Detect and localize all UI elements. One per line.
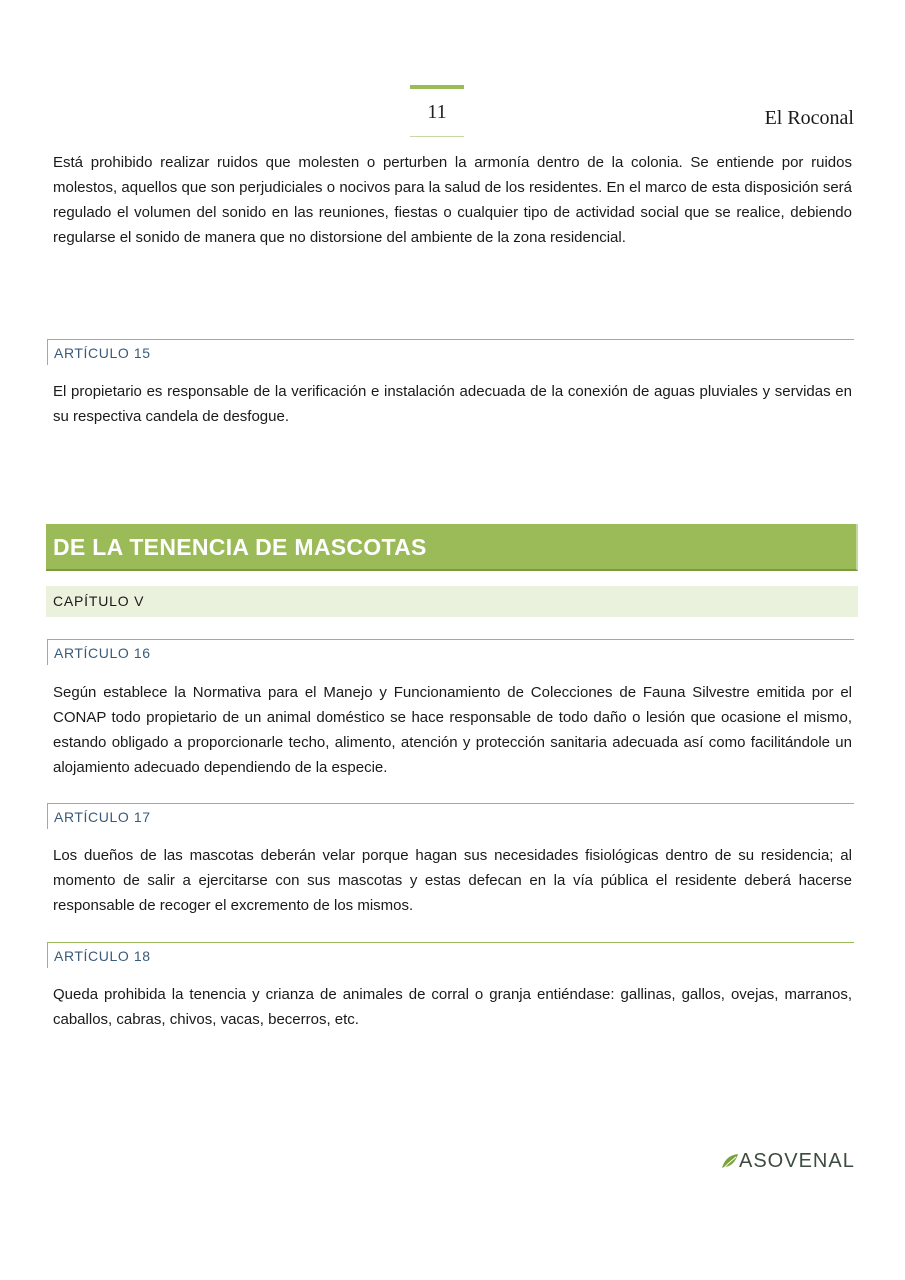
leaf-icon [721,1152,739,1172]
article-16-heading-text: ARTÍCULO 16 [54,645,151,661]
article-18-heading-text: ARTÍCULO 18 [54,948,151,964]
article-17-heading [47,803,854,829]
section-title: DE LA TENENCIA DE MASCOTAS [53,534,427,560]
page-number: 11 [427,101,447,123]
article-17-heading-text: ARTÍCULO 17 [54,809,151,825]
intro-paragraph: Está prohibido realizar ruidos que molesten o perturben la armonía dentro de la colonia. Se entiende por ruidos molestos, aquellos que son perjudiciales o nocivos para la salud de los residentes. En el marco de esta disposición será regulado el volumen del sonido en las reuniones, fiestas o cualquier tipo de actividad social que se realice, debiendo regularse el sonido de manera que no distorsione del ambiente de la zona residencial. [53,154,852,246]
logo-text: ASOVENAL [739,1150,855,1172]
chapter-band [46,586,858,617]
page-number-underline [410,136,464,137]
article-16-text: Según establece la Normativa para el Manejo y Funcionamiento de Colecciones de Fauna Silvestre emitida por el CONAP todo propietario de un animal doméstico se hace responsable de todo daño o lesión que ocasione el mismo, estando obligado a proporcionarle techo, alimento, atención y protección sanitaria adecuada así como facilitándole un alojamiento adecuado dependiendo de la especie. [53,684,852,776]
article-16-heading [47,639,854,665]
document-title: El Roconal [764,107,854,129]
article-17-text: Los dueños de las mascotas deberán velar porque hagan sus necesidades fisiológicas dentro de su residencia; al momento de salir a ejercitarse con sus mascotas y estas defecan en la vía pública el residente deberá hacerse responsable de recoger el excremento de los mismos. [53,847,852,914]
asovenal-logo [721,1149,856,1175]
article-15-heading [47,339,854,365]
article-15-heading-text: ARTÍCULO 15 [54,345,151,361]
chapter-title: CAPÍTULO V [53,593,145,609]
article-15-text: El propietario es responsable de la verificación e instalación adecuada de la conexión de aguas pluviales y servidas en su respectiva candela de desfogue. [53,383,852,425]
article-18-heading [47,942,854,968]
section-title-band [46,524,858,571]
article-18-text: Queda prohibida la tenencia y crianza de animales de corral o granja entiéndase: gallinas, gallos, ovejas, marranos, caballos, cabras, chivos, vacas, becerros, etc. [53,986,852,1028]
page-number-bar [410,85,464,89]
